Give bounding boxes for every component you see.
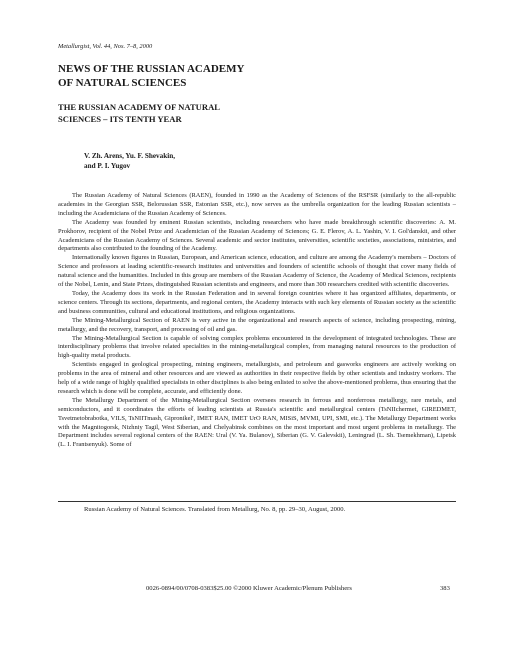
- footnote-divider: [58, 501, 456, 502]
- page-number: 383: [440, 585, 450, 592]
- article-title: [58, 62, 418, 90]
- article-subtitle: [58, 101, 418, 125]
- title-line: NEWS OF THE RUSSIAN ACADEMY: [58, 63, 245, 75]
- body-paragraph: The Metallurgy Department of the Mining-Metallurgical Section oversees research in ferrous and nonferrous metallurgy, rare metals, and semiconductors, and it coordinates the efforts of leading scientists at Russia's scientific and metallurgical centers (TsNIIchermet, GIREDMET, Tsvetmetobrabotka, VILS, TsNIITmash, Gipronikel', IMET RAN, IMET UrO RAN, MISiS, MVMI, UPI, SMI, etc.). The Metallurgy Department works with the Magnitogorsk, Nizhniy Tagil, West Siberian, and Chelyabinsk combines on the most important and most urgent problems in metallurgy. The Department includes several regional centers of the RAEN: Ural (V. Ya. Bulanov), Siberian (G. V. Galevskii), Leningrad (L. Sh. Tsemekhman), Lipetsk (L. I. Frantsenyuk). Some of: [58, 396, 456, 449]
- author-line: and P. I. Yugov: [84, 162, 131, 170]
- body-paragraph: Internationally known figures in Russian, European, and American science, education, and culture are among the Academy's members – Doctors of Science and professors at leading scientific-research institutes and universities and founders of scientific schools of thought that cover many fields of natural science and the humanities. Included in this group are members of the Russian Academy of Science, the Academy of Medical Sciences, recipients of the Nobel, Lenin, and State Prizes, distinguished Russian scientists and engineers, and more than 300 researchers credited with scientific discoveries.: [58, 254, 456, 289]
- subtitle-line: SCIENCES – ITS TENTH YEAR: [58, 114, 182, 124]
- article-body: [58, 192, 456, 450]
- body-paragraph: Today, the Academy does its work in the Russian Federation and in several foreign countries where it has organized affiliates, departments, or science centers. Through its sections, departments, and regional centers, the Academy interacts with such key elements of Russian society as the scientific and business communities, cultural and educational institutions, and religious organizations.: [58, 289, 456, 315]
- body-paragraph: The Academy was founded by eminent Russian scientists, including researchers who have made breakthrough scientific discoveries: A. M. Prokhorov, recipient of the Nobel Prize and Academician of the Russian Academy of Sciences; G. E. Flerov, A. L. Yashin, V. I. Gol'danskii, and other Academicians of the Russian Academy of Sciences. Several academic and sector institutes, universities, scientific societies, associations, ministries, and departments also contributed to the founding of the Academy.: [58, 218, 456, 253]
- copyright-line: 0026-0894/00/0708-0383$25.00 ©2000 Kluwer Academic/Plenum Publishers: [146, 585, 352, 592]
- title-line: OF NATURAL SCIENCES: [58, 77, 187, 89]
- subtitle-line: THE RUSSIAN ACADEMY OF NATURAL: [58, 102, 221, 112]
- running-head: Metallurgist, Vol. 44, Nos. 7–8, 2000: [58, 43, 153, 50]
- footnote: Russian Academy of Natural Sciences. Translated from Metallurg, No. 8, pp. 29–30, August, 2000.: [84, 506, 346, 513]
- body-paragraph: Scientists engaged in geological prospecting, mining engineers, metallurgists, and petroleum and gasworks engineers are actively working on problems in the area of mineral and other resources and are viewed as authorities in their respective fields by other scientists and industry workers. The help of a wide range of highly qualified specialists in other disciplines is also being enlisted to solve the above-mentioned problems, thus ensuring that the research which is done will be complete, accurate, and efficiently done.: [58, 361, 456, 395]
- author-line: V. Zh. Arens, Yu. F. Shevakin,: [84, 152, 176, 160]
- authors: [84, 151, 175, 171]
- body-paragraph: The Mining-Metallurgical Section of RAEN is very active in the organizational and research aspects of science, including prospecting, mining, metallurgy, and the recovery, transport, and processing of oil and gas.: [58, 316, 456, 333]
- body-paragraph: The Russian Academy of Natural Sciences (RAEN), founded in 1990 as the Academy of Sciences of the RSFSR (similarly to the all-republic academies in the Georgian SSR, Belorussian SSR, Estonian SSR, etc.), now serves as the umbrella organization for the leading Russian scientists – including the Academicians of the Russian Academy of Sciences.: [58, 192, 456, 217]
- body-paragraph: The Mining-Metallurgical Section is capable of solving complex problems encountered in the development of integrated technologies. These are interdisciplinary problems that involve related specialties in the mining-metallurgical complex, from managing natural resources to the production of high-quality metal products.: [58, 334, 456, 360]
